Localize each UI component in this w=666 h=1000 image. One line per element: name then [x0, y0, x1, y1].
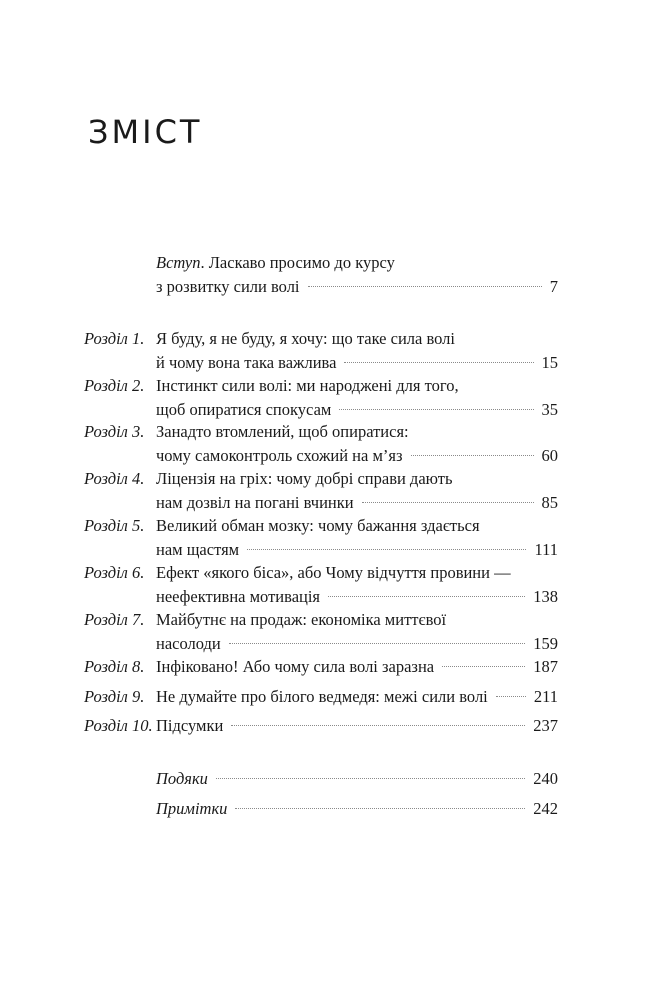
intro-title-line2: з розвитку сили волі	[156, 277, 300, 296]
page-number: 35	[541, 400, 558, 419]
chapter-title-line1: Інстинкт сили волі: ми народжені для того,	[156, 376, 459, 395]
chapter-title: Підсумки	[156, 716, 224, 735]
dot-leader	[411, 454, 534, 456]
chapter-title-line1: Я буду, я не буду, я хочу: що таке сила волі	[156, 329, 455, 348]
page-number: 7	[549, 277, 558, 296]
page-number: 60	[541, 446, 558, 465]
backmatter-title: Примітки	[156, 799, 228, 818]
chapter-label: Розділ 7.	[84, 610, 145, 629]
dot-leader	[442, 665, 525, 667]
chapter-label: Розділ 2.	[84, 376, 145, 395]
chapter-label: Розділ 4.	[84, 469, 145, 488]
intro-title-line1: . Ласкаво просимо до курсу	[200, 253, 395, 272]
dot-leader	[229, 642, 526, 644]
dot-leader	[328, 595, 525, 597]
dot-leader	[344, 361, 533, 363]
chapter-title-line2: щоб опиратися спокусам	[156, 400, 332, 419]
chapter-title-line2: неефективна мотивація	[156, 587, 321, 606]
page-number: 187	[533, 657, 558, 676]
chapter-title-line1: Ефект «якого біса», або Чому відчуття провини —	[156, 563, 511, 582]
backmatter-title: Подяки	[156, 769, 208, 788]
page-number: 85	[541, 493, 558, 512]
chapter-label: Розділ 9.	[84, 687, 145, 706]
chapter-label: Розділ 1.	[84, 329, 145, 348]
chapter-label: Розділ 6.	[84, 563, 145, 582]
dot-leader	[216, 777, 525, 779]
chapter-title-line1: Майбутнє на продаж: економіка миттєвої	[156, 610, 447, 629]
chapter-title-line2: й чому вона така важлива	[156, 353, 337, 372]
dot-leader	[247, 548, 526, 550]
dot-leader	[235, 807, 525, 809]
chapter-label: Розділ 8.	[84, 657, 145, 676]
dot-leader	[362, 501, 534, 503]
chapter-title-line2: чому самоконтроль схожий на м’яз	[156, 446, 403, 465]
chapter-label: Розділ 10.	[84, 716, 153, 735]
chapter-title-line2: нам щастям	[156, 540, 240, 559]
chapter-label: Розділ 5.	[84, 516, 145, 535]
chapter-title-line2: насолоди	[156, 634, 221, 653]
chapter-title-line2: нам дозвіл на погані вчинки	[156, 493, 354, 512]
dot-leader	[231, 724, 525, 726]
page-number: 211	[533, 687, 558, 706]
page-number: 15	[541, 353, 558, 372]
chapter-title-line1: Великий обман мозку: чому бажання здається	[156, 516, 480, 535]
page-number: 111	[534, 540, 558, 559]
dot-leader	[339, 408, 533, 410]
page-number: 159	[533, 634, 558, 653]
chapter-title: Інфіковано! Або чому сила волі заразна	[156, 657, 435, 676]
page-number: 138	[533, 587, 558, 606]
chapter-title-line1: Ліцензія на гріх: чому добрі справи дають	[156, 469, 453, 488]
page-number: 242	[533, 799, 558, 818]
chapter-title: Не думайте про білого ведмедя: межі сили волі	[156, 687, 488, 706]
dot-leader	[308, 285, 542, 287]
page-number: 237	[533, 716, 558, 735]
page-title: ЗМІСТ	[88, 113, 203, 151]
dot-leader	[496, 695, 526, 697]
chapter-title-line1: Занадто втомлений, щоб опиратися:	[156, 422, 409, 441]
page-number: 240	[533, 769, 558, 788]
chapter-label: Розділ 3.	[84, 422, 145, 441]
intro-label: Вступ	[156, 253, 201, 272]
